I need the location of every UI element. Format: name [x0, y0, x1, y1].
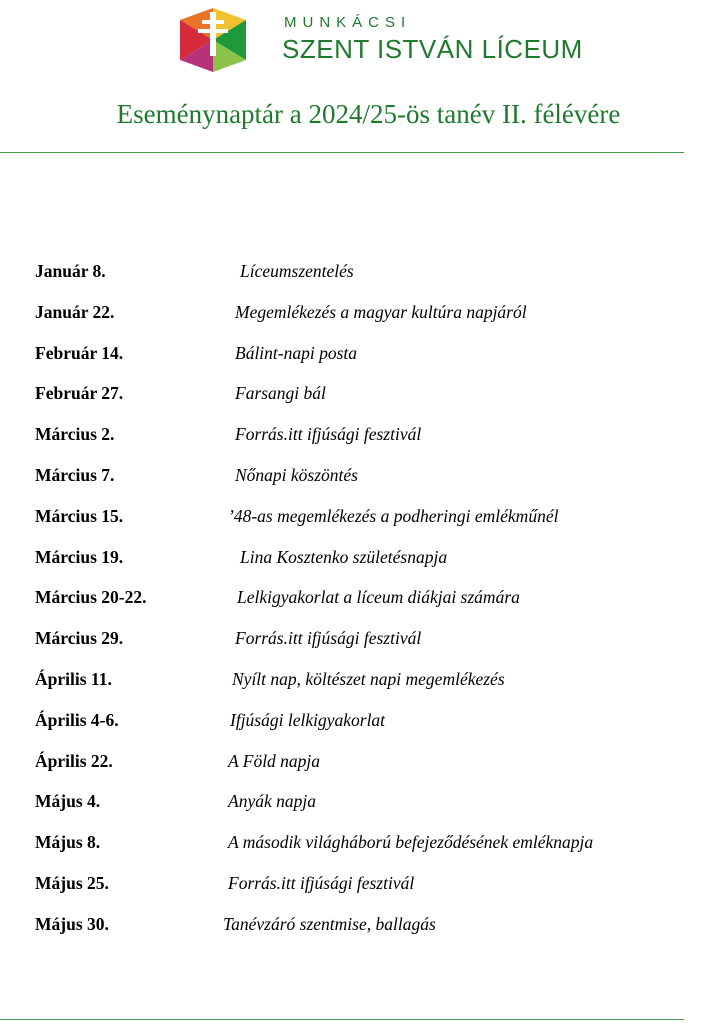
event-date: Március 19.: [35, 546, 124, 567]
event-row: [0, 504, 713, 545]
event-row: [0, 585, 713, 626]
event-row: [0, 381, 713, 422]
event-row: [0, 708, 713, 749]
event-row: [0, 259, 713, 300]
event-date: Május 4.: [35, 791, 101, 812]
event-row: [0, 749, 713, 790]
event-row: [0, 912, 713, 953]
event-date: Április 11.: [35, 668, 112, 689]
event-name: Forrás.itt ifjúsági fesztivál: [228, 872, 415, 893]
top-divider: [0, 152, 684, 153]
event-date: Április 22.: [35, 750, 113, 771]
event-name: Bálint-napi posta: [235, 342, 358, 363]
event-row: [0, 871, 713, 912]
event-date: Január 22.: [35, 301, 115, 322]
event-date: Február 27.: [35, 383, 124, 404]
event-row: [0, 545, 713, 586]
bottom-divider: [0, 1019, 684, 1020]
event-date: Január 8.: [35, 261, 106, 281]
event-date: Március 2.: [35, 424, 115, 445]
event-name: Nyílt nap, költészet napi megemlékezés: [232, 668, 505, 689]
event-date: Május 8.: [35, 832, 101, 853]
event-date: Május 30.: [35, 913, 109, 934]
event-row: [0, 422, 713, 463]
event-name: Lina Kosztenko születésnapja: [240, 546, 448, 567]
logo-school-name: SZENT ISTVÁN LÍCEUM: [282, 34, 583, 64]
event-name: Farsangi bál: [235, 383, 326, 404]
event-date: Április 4-6.: [35, 709, 119, 730]
event-name: A Föld napja: [228, 750, 321, 771]
page-title: Eseménynaptár a 2024/25-ös tanév II. félévére: [116, 99, 621, 129]
event-name: Megemlékezés a magyar kultúra napjáról: [235, 301, 527, 322]
event-name: ’48-as megemlékezés a podheringi emlékműnél: [228, 505, 559, 526]
event-row: [0, 463, 713, 504]
event-date: Május 25.: [35, 872, 109, 893]
event-row: [0, 626, 713, 667]
event-row: [0, 789, 713, 830]
event-name: Forrás.itt ifjúsági fesztivál: [235, 424, 422, 445]
event-date: Március 7.: [35, 464, 115, 485]
logo-city: MUNKÁCSI: [284, 14, 412, 31]
event-row: [0, 667, 713, 708]
school-logo-icon: [166, 6, 260, 74]
event-name: Nőnapi köszöntés: [235, 464, 358, 485]
event-list: [0, 259, 713, 953]
event-name: Lelkigyakorlat a líceum diákjai számára: [237, 587, 520, 608]
header: [0, 0, 713, 80]
event-name: Líceumszentelés: [240, 261, 354, 281]
event-name: Anyák napja: [228, 791, 316, 812]
event-date: Március 20-22.: [35, 587, 147, 608]
event-date: Március 15.: [35, 505, 124, 526]
event-name: Ifjúsági lelkigyakorlat: [230, 709, 386, 730]
event-row: [0, 341, 713, 382]
event-name: Tanévzáró szentmise, ballagás: [223, 913, 436, 934]
event-row: [0, 830, 713, 871]
event-name: Forrás.itt ifjúsági fesztivál: [235, 628, 422, 649]
event-date: Március 29.: [35, 628, 124, 649]
event-name: A második világháború befejeződésének emléknapja: [228, 832, 594, 853]
event-row: [0, 300, 713, 341]
school-logo-text: [282, 14, 583, 64]
event-date: Február 14.: [35, 342, 124, 363]
